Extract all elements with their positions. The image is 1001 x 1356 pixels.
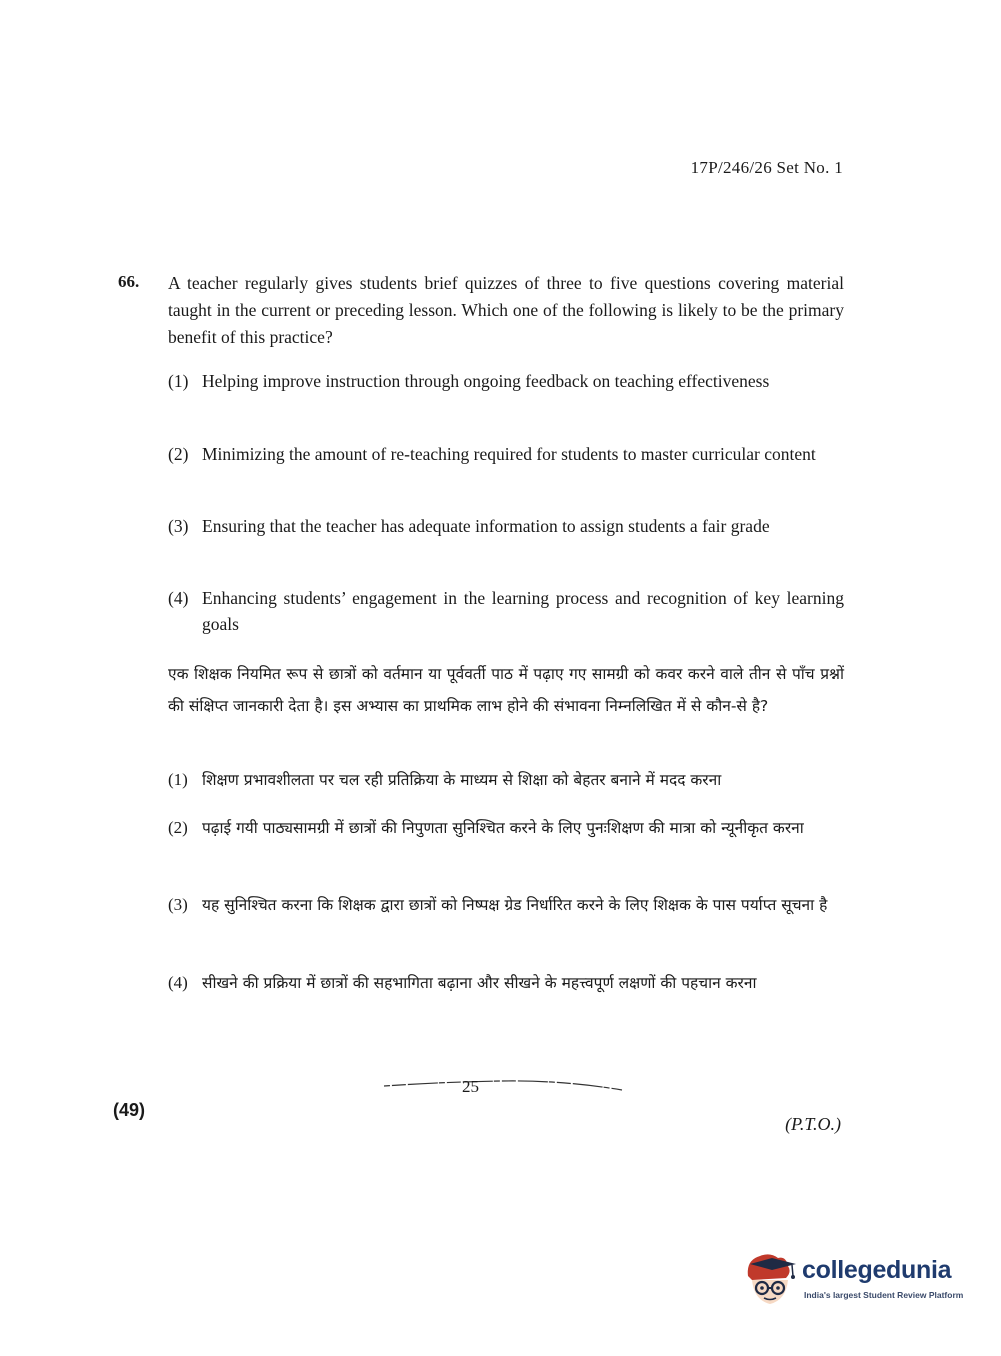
page-number: 25 — [462, 1077, 479, 1096]
option-en-3 — [168, 513, 844, 539]
option-number: (4) — [168, 973, 188, 992]
question-text-english: A teacher regularly gives students brief quizzes of three to five questions covering material taught in the current or preceding lesson. Which one of the following is likely to be the primary benefit of this practice? — [168, 273, 844, 347]
option-en-1 — [168, 368, 844, 394]
option-number: (1) — [168, 770, 188, 789]
option-number: (2) — [168, 444, 189, 464]
brand-tagline: India's largest Student Review Platform — [804, 1290, 964, 1300]
mascot-icon — [742, 1250, 800, 1308]
option-hi-4 — [168, 968, 844, 998]
option-hi-2 — [168, 813, 844, 843]
option-number: (3) — [168, 895, 188, 914]
collegedunia-watermark — [742, 1250, 972, 1312]
option-text: Minimizing the amount of re-teaching required for students to master curricular content — [202, 444, 816, 464]
question-text-hindi: एक शिक्षक नियमित रूप से छात्रों को वर्तमान या पूर्ववर्ती पाठ में पढ़ाए गए सामग्री को कवर करने वाले तीन से पाँच प्रश्नों की संक्षिप्त जानकारी देता है। इस अभ्यास का प्राथमिक लाभ होने की संभावना निम्नलिखित में से कौन-से है? — [168, 665, 844, 715]
question-number: 66. — [118, 272, 140, 291]
option-number: (1) — [168, 371, 189, 391]
booklet-number: (49) — [113, 1100, 146, 1120]
option-hi-1 — [168, 765, 844, 795]
option-en-4 — [168, 585, 844, 637]
option-text: यह सुनिश्चित करना कि शिक्षक द्वारा छात्रों को निष्पक्ष ग्रेड निर्धारित करने के लिए शिक्षक के पास पर्याप्त सूचना है — [202, 896, 828, 914]
option-hi-3 — [168, 890, 844, 920]
option-number: (3) — [168, 516, 189, 536]
option-text: सीखने की प्रक्रिया में छात्रों की सहभागिता बढ़ाना और सीखने के महत्त्वपूर्ण लक्षणों की पहचान करना — [202, 974, 757, 992]
option-text: Enhancing students’ engagement in the learning process and recognition of key learning goals — [202, 588, 844, 634]
option-number: (2) — [168, 818, 188, 837]
option-text: पढ़ाई गयी पाठ्यसामग्री में छात्रों की निपुणता सुनिश्चित करने के लिए पुनःशिक्षण की मात्रा को न्यूनीकृत करना — [202, 819, 804, 837]
brand-name: collegedunia — [802, 1256, 952, 1284]
please-turn-over: (P.T.O.) — [785, 1114, 841, 1134]
option-text: Helping improve instruction through ongoing feedback on teaching effectiveness — [202, 371, 770, 391]
paper-code: 17P/246/26 Set No. 1 — [690, 158, 843, 177]
option-text: शिक्षण प्रभावशीलता पर चल रही प्रतिक्रिया के माध्यम से शिक्षा को बेहतर बनाने में मदद करना — [202, 771, 722, 789]
option-text: Ensuring that the teacher has adequate information to assign students a fair grade — [202, 516, 770, 536]
option-en-2 — [168, 441, 844, 467]
option-number: (4) — [168, 588, 189, 608]
page-number-rule — [382, 1078, 624, 1098]
